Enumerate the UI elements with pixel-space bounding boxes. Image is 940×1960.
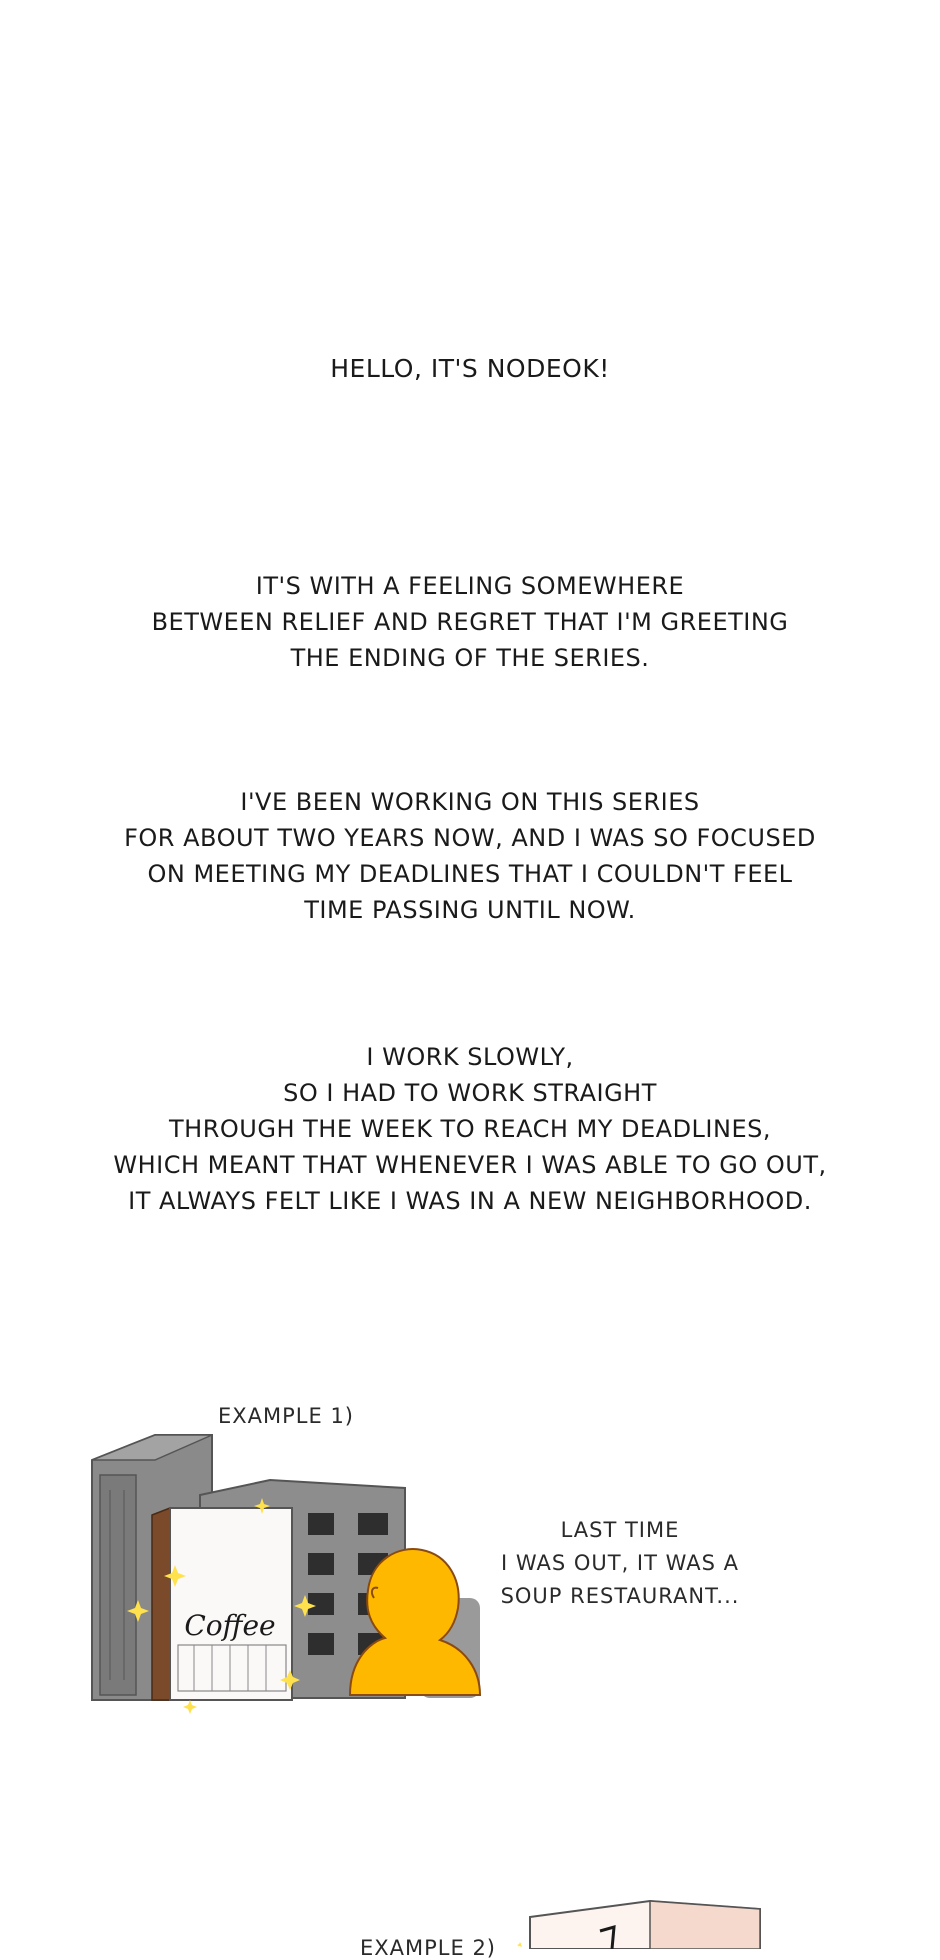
paragraph-line: THE ENDING OF THE SERIES.	[290, 644, 650, 672]
example-1-caption	[490, 1514, 750, 1613]
paragraph-line: TIME PASSING UNTIL NOW.	[304, 896, 636, 924]
paragraph-line: I WORK SLOWLY,	[366, 1043, 574, 1071]
paragraph-line: BETWEEN RELIEF AND REGRET THAT I'M GREETING	[151, 608, 789, 636]
paragraph-work-slowly	[0, 1039, 940, 1219]
paragraph-two-years	[0, 784, 940, 928]
greeting-prefix: HELLO, IT'S	[330, 354, 487, 383]
coffee-sign: Coffee	[184, 1609, 276, 1642]
greeting-suffix: EOK!	[545, 354, 610, 383]
paragraph-relief-regret	[0, 568, 940, 676]
greeting-title	[0, 351, 940, 387]
caption-line: SOUP RESTAURANT...	[500, 1584, 740, 1608]
greeting-highlight: NOD	[487, 351, 546, 387]
coffee-shop-icon	[152, 1508, 292, 1700]
caption-line: I WAS OUT, IT WAS A	[501, 1551, 739, 1575]
example-2-label: EXAMPLE 2)	[360, 1936, 496, 1960]
paragraph-line: WHICH MEANT THAT WHENEVER I WAS ABLE TO GO OUT,	[113, 1151, 827, 1179]
caption-line: LAST TIME	[560, 1518, 680, 1542]
paragraph-line: ON MEETING MY DEADLINES THAT I COULDN'T FEEL	[147, 860, 793, 888]
paragraph-line: FOR ABOUT TWO YEARS NOW, AND I WAS SO FOCUSED	[124, 824, 816, 852]
paragraph-line: IT'S WITH A FEELING SOMEWHERE	[255, 572, 685, 600]
paragraph-line: I'VE BEEN WORKING ON THIS SERIES	[240, 788, 700, 816]
paragraph-line: THROUGH THE WEEK TO REACH MY DEADLINES,	[169, 1115, 771, 1143]
next-building-illustration	[500, 1895, 780, 1949]
paragraph-line: SO I HAD TO WORK STRAIGHT	[283, 1079, 657, 1107]
coffee-shop-illustration	[80, 1420, 500, 1720]
example-1-label: EXAMPLE 1)	[218, 1404, 354, 1428]
paragraph-line: IT ALWAYS FELT LIKE I WAS IN A NEW NEIGHBORHOOD.	[128, 1187, 812, 1215]
